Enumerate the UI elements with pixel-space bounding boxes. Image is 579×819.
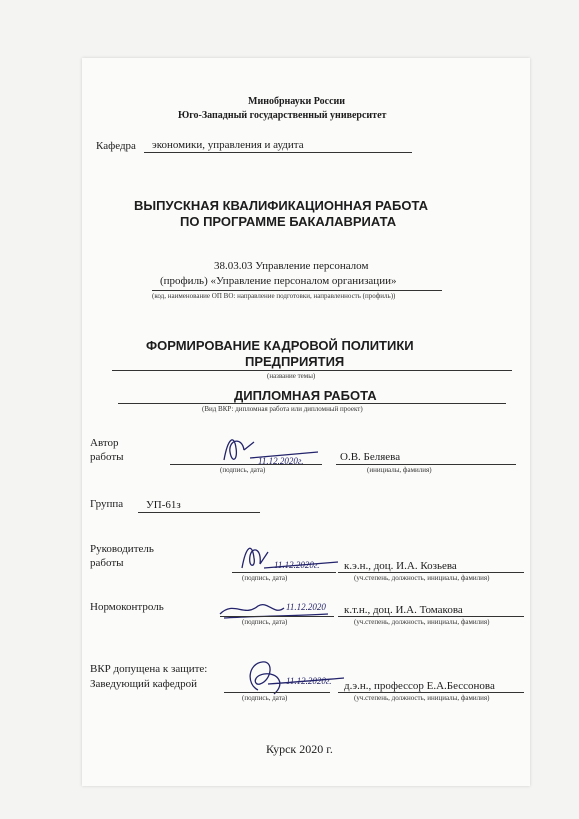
- kind-line: [118, 403, 506, 404]
- admission-label: ВКР допущена к защите:: [90, 663, 208, 675]
- svg-text:11.12.2020г.: 11.12.2020г.: [286, 676, 332, 686]
- group-value: УП-61з: [146, 499, 181, 511]
- topic-line: [112, 370, 512, 371]
- topic-line-2: ПРЕДПРИЯТИЯ: [245, 354, 345, 369]
- kind-caption: (Вид ВКР: дипломная работа или дипломный проект): [202, 405, 363, 413]
- svg-text:11.12.2020г.: 11.12.2020г.: [274, 560, 320, 570]
- svg-text:11.12.2020г.: 11.12.2020г.: [258, 456, 304, 466]
- author-label: Автор работы: [90, 437, 124, 463]
- normcontrol-name-caption: (уч.степень, должность, инициалы, фамилия): [354, 618, 490, 626]
- work-title-line-1: ВЫПУСКНАЯ КВАЛИФИКАЦИОННАЯ РАБОТА: [134, 198, 429, 213]
- normcontrol-sign-caption: (подпись, дата): [242, 618, 288, 626]
- normcontrol-name-line: [338, 616, 524, 617]
- profile: (профиль) «Управление персоналом организации»: [160, 275, 397, 287]
- group-label: Группа: [90, 498, 124, 510]
- head-sign-line: [224, 692, 330, 693]
- work-title-line-2: ПО ПРОГРАММЕ БАКАЛАВРИАТА: [180, 214, 397, 229]
- supervisor-signature: [234, 538, 344, 574]
- department-label: Кафедра: [96, 140, 136, 152]
- head-name: д.э.н., профессор Е.А.Бессонова: [344, 680, 495, 692]
- head-name-line: [338, 692, 524, 693]
- author-name-line: [336, 464, 516, 465]
- head-sign-caption: (подпись, дата): [242, 694, 288, 702]
- head-name-caption: (уч.степень, должность, инициалы, фамилия): [354, 694, 490, 702]
- svg-text:11.12.2020: 11.12.2020: [286, 602, 326, 612]
- group-line: [138, 512, 260, 513]
- supervisor-sign-caption: (подпись, дата): [242, 574, 288, 582]
- author-name-caption: (инициалы, фамилия): [367, 466, 432, 474]
- topic-caption: (название темы): [267, 372, 316, 380]
- department-value: экономики, управления и аудита: [152, 139, 304, 151]
- university-text: Юго-Западный государственный университет: [178, 110, 387, 121]
- head-label: Заведующий кафедрой: [90, 678, 197, 690]
- profile-caption: (код, наименование ОП ВО: направление подготовки, направленность (профиль)): [152, 292, 396, 300]
- author-sign-caption: (подпись, дата): [220, 466, 266, 474]
- supervisor-name: к.э.н., доц. И.А. Козьева: [344, 560, 457, 572]
- department-line: [144, 152, 412, 153]
- ministry-text: Минобрнауки России: [248, 96, 346, 107]
- topic-line-1: ФОРМИРОВАНИЕ КАДРОВОЙ ПОЛИТИКИ: [146, 338, 414, 353]
- normcontrol-label: Нормоконтроль: [90, 601, 164, 613]
- supervisor-name-line: [338, 572, 524, 573]
- city-year: Курск 2020 г.: [266, 742, 333, 756]
- supervisor-label: Руководитель работы: [90, 543, 154, 569]
- direction-code: 38.03.03 Управление персоналом: [214, 260, 369, 272]
- supervisor-sign-line: [232, 572, 336, 573]
- normcontrol-name: к.т.н., доц. И.А. Томакова: [344, 604, 463, 616]
- author-signature: [214, 430, 324, 466]
- normcontrol-sign-line: [220, 616, 334, 617]
- profile-line: [152, 290, 442, 291]
- supervisor-name-caption: (уч.степень, должность, инициалы, фамилия): [354, 574, 490, 582]
- title-page: [82, 58, 530, 786]
- kind-title: ДИПЛОМНАЯ РАБОТА: [234, 388, 377, 403]
- author-name: О.В. Беляева: [340, 451, 401, 463]
